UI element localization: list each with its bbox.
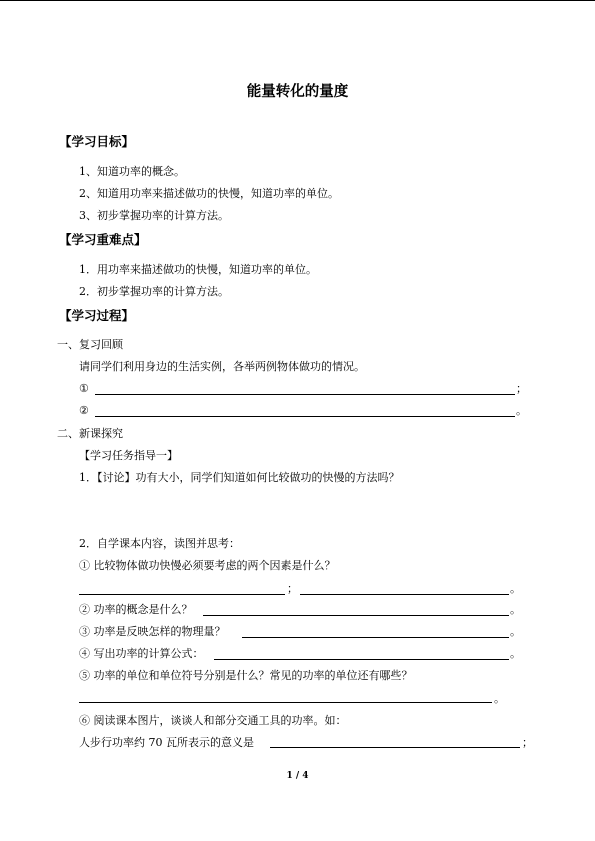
key-point-item-1: 1．用功率来描述做功的快慢，知道功率的单位。 [79,263,317,276]
heading-learning-goals: 【学习目标】 [59,134,135,149]
sub-question-1-separator: ； [287,582,298,595]
sub-question-3: ③ 功率是反映怎样的物理量？ [79,625,226,638]
heading-key-points: 【学习重难点】 [59,232,147,247]
goal-item-1: 1、知道功率的概念。 [79,165,185,178]
review-blank-1-mark: ① [79,382,89,395]
review-answer-line-1[interactable] [95,394,515,395]
sub-question-1-answer-line-b[interactable] [300,594,509,595]
document-title: 能量转化的量度 [246,84,349,100]
sub-question-4: ④ 写出功率的计算公式： [79,647,204,660]
question-1-discussion: 1．【讨论】功有大小，同学们知道如何比较做功的快慢的方法吗？ [79,471,400,484]
sub-question-2-end: 。 [510,603,521,616]
heading-learning-process: 【学习过程】 [59,308,135,323]
sub-question-2-answer-line[interactable] [203,615,509,616]
sub-question-1: ① 比较物体做功快慢必须要考虑的两个因素是什么？ [79,559,336,572]
review-blank-2-mark: ② [79,404,89,417]
sub-question-3-end: 。 [510,625,521,638]
sub-question-2: ② 功率的概念是什么？ [79,603,193,616]
sub-question-1-answer-line-a[interactable] [79,594,285,595]
question-2-self-study: 2．自学课本内容，读图并思考： [79,537,240,550]
review-prompt: 请同学们利用身边的生活实例，各举两例物体做功的情况。 [79,360,365,373]
review-answer-line-2[interactable] [95,416,515,417]
sub-question-4-answer-line[interactable] [214,659,509,660]
key-point-item-2: 2．初步掌握功率的计算方法。 [79,285,229,298]
explore-section-label: 二、新课探究 [57,427,123,440]
review-blank-2-end: 。 [516,404,527,417]
sub-question-6-end: ； [522,736,533,749]
sub-question-1-end: 。 [510,582,521,595]
page-top-rule [0,0,595,1]
goal-item-2: 2、知道用功率来描述做功的快慢，知道功率的单位。 [79,187,339,200]
sub-question-6-walking-power: 人步行功率约 70 瓦所表示的意义是 [79,736,254,749]
sub-question-3-answer-line[interactable] [242,637,509,638]
sub-question-6: ⑥ 阅读课本图片，谈谈人和部分交通工具的功率。如： [79,714,347,727]
page-number: 1 / 4 [286,771,309,781]
review-section-label: 一、复习回顾 [57,338,123,351]
goal-item-3: 3、初步掌握功率的计算方法。 [79,209,229,222]
sub-question-5: ⑤ 功率的单位和单位符号分别是什么？常见的功率的单位还有哪些？ [79,669,413,682]
task-guide-heading: 【学习任务指导一】 [79,449,178,462]
sub-question-5-answer-line[interactable] [79,702,492,703]
sub-question-5-end: 。 [494,692,505,705]
sub-question-4-end: 。 [510,647,521,660]
sub-question-6-answer-line[interactable] [270,747,520,748]
review-blank-1-end: ； [516,382,527,395]
